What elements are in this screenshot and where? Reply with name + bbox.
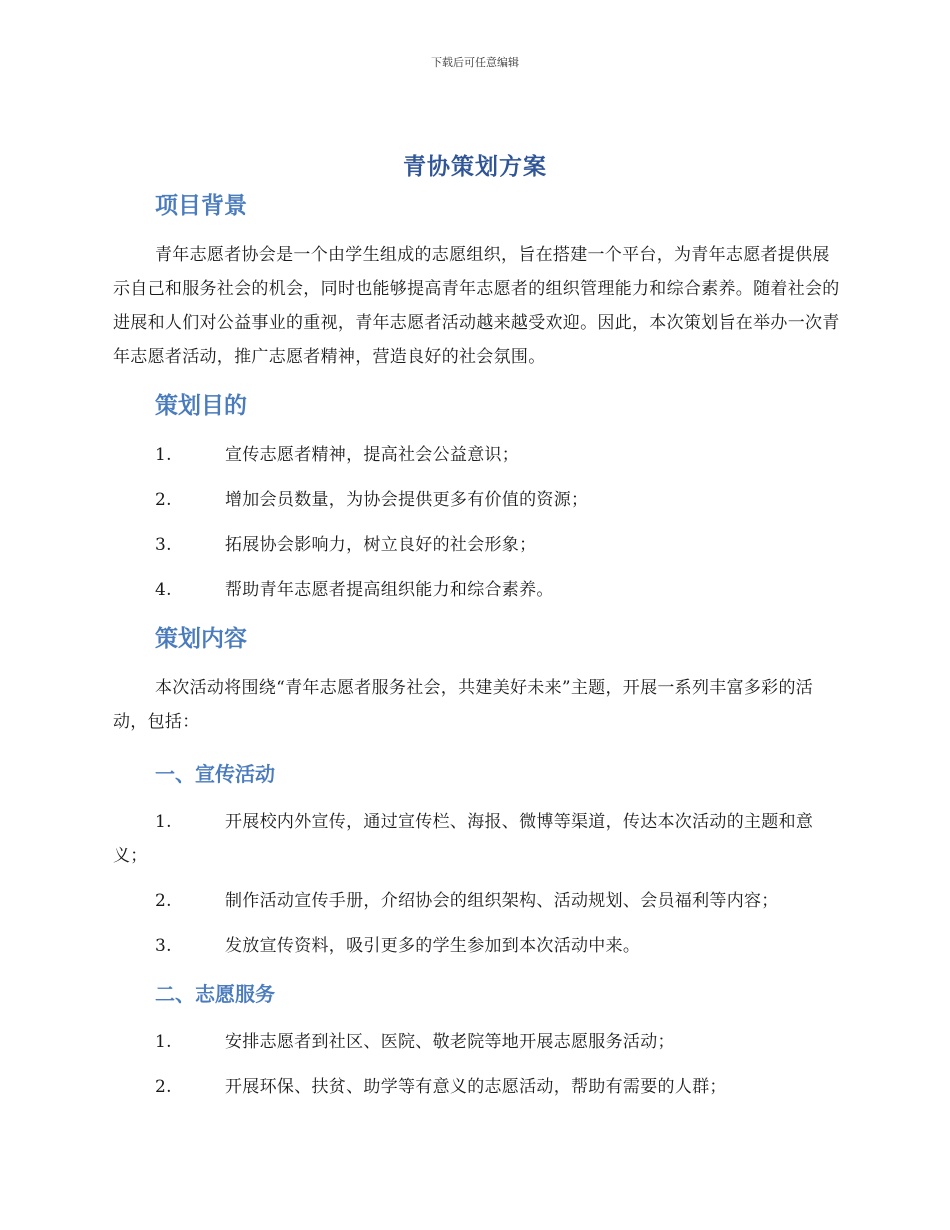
list-item bbox=[113, 1025, 840, 1059]
list-number: 2. bbox=[155, 490, 172, 510]
list-item bbox=[113, 528, 840, 562]
list-item bbox=[113, 929, 840, 963]
content-paragraph: 本次活动将围绕“青年志愿者服务社会，共建美好未来”主题，开展一系列丰富多彩的活动，包括： bbox=[113, 678, 814, 732]
list-text: 制作活动宣传手册，介绍协会的组织架构、活动规划、会员福利等内容； bbox=[225, 891, 779, 911]
list-number: 1. bbox=[155, 1032, 172, 1052]
section-heading-background: 项目背景 bbox=[155, 193, 247, 219]
list-number: 1. bbox=[155, 812, 172, 832]
list-text: 开展环保、扶贫、助学等有意义的志愿活动，帮助有需要的人群； bbox=[225, 1077, 727, 1097]
list-text: 开展校内外宣传，通过宣传栏、海报、微博等渠道，传达本次活动的主题和意义； bbox=[113, 812, 814, 866]
list-item bbox=[113, 805, 840, 873]
list-item bbox=[113, 438, 840, 472]
document-title: 青协策划方案 bbox=[403, 154, 547, 180]
list-item bbox=[113, 884, 840, 918]
list-text: 拓展协会影响力，树立良好的社会形象； bbox=[225, 535, 537, 555]
service-list bbox=[113, 1025, 840, 1104]
list-number: 4. bbox=[155, 580, 172, 600]
section-heading-purpose: 策划目的 bbox=[155, 393, 247, 419]
list-text: 安排志愿者到社区、医院、敬老院等地开展志愿服务活动； bbox=[225, 1032, 675, 1052]
list-item bbox=[113, 483, 840, 517]
list-number: 3. bbox=[155, 936, 172, 956]
list-number: 2. bbox=[155, 891, 172, 911]
list-text: 帮助青年志愿者提高组织能力和综合素养。 bbox=[225, 580, 554, 600]
list-item bbox=[113, 1070, 840, 1104]
list-number: 1. bbox=[155, 445, 172, 465]
subsection-heading-service: 二、志愿服务 bbox=[155, 982, 275, 1006]
section-heading-content: 策划内容 bbox=[155, 626, 247, 652]
list-number: 2. bbox=[155, 1077, 172, 1097]
promotion-list bbox=[113, 805, 840, 963]
purpose-list bbox=[113, 438, 840, 607]
background-paragraph: 青年志愿者协会是一个由学生组成的志愿组织，旨在搭建一个平台，为青年志愿者提供展示自己和服务社会的机会，同时也能够提高青年志愿者的组织管理能力和综合素养。随着社会的进展和人们对公益事业的重视，青年志愿者活动越来越受欢迎。因此，本次策划旨在举办一次青年志愿者活动，推广志愿者精神，营造良好的社会氛围。 bbox=[113, 245, 840, 367]
list-text: 宣传志愿者精神，提高社会公益意识； bbox=[225, 445, 520, 465]
list-text: 发放宣传资料，吸引更多的学生参加到本次活动中来。 bbox=[225, 936, 641, 956]
list-text: 增加会员数量，为协会提供更多有价值的资源； bbox=[225, 490, 589, 510]
header-note: 下载后可任意编辑 bbox=[431, 56, 519, 69]
subsection-heading-promotion: 一、宣传活动 bbox=[155, 762, 275, 786]
list-number: 3. bbox=[155, 535, 172, 555]
document-body bbox=[113, 186, 840, 1104]
list-item bbox=[113, 573, 840, 607]
